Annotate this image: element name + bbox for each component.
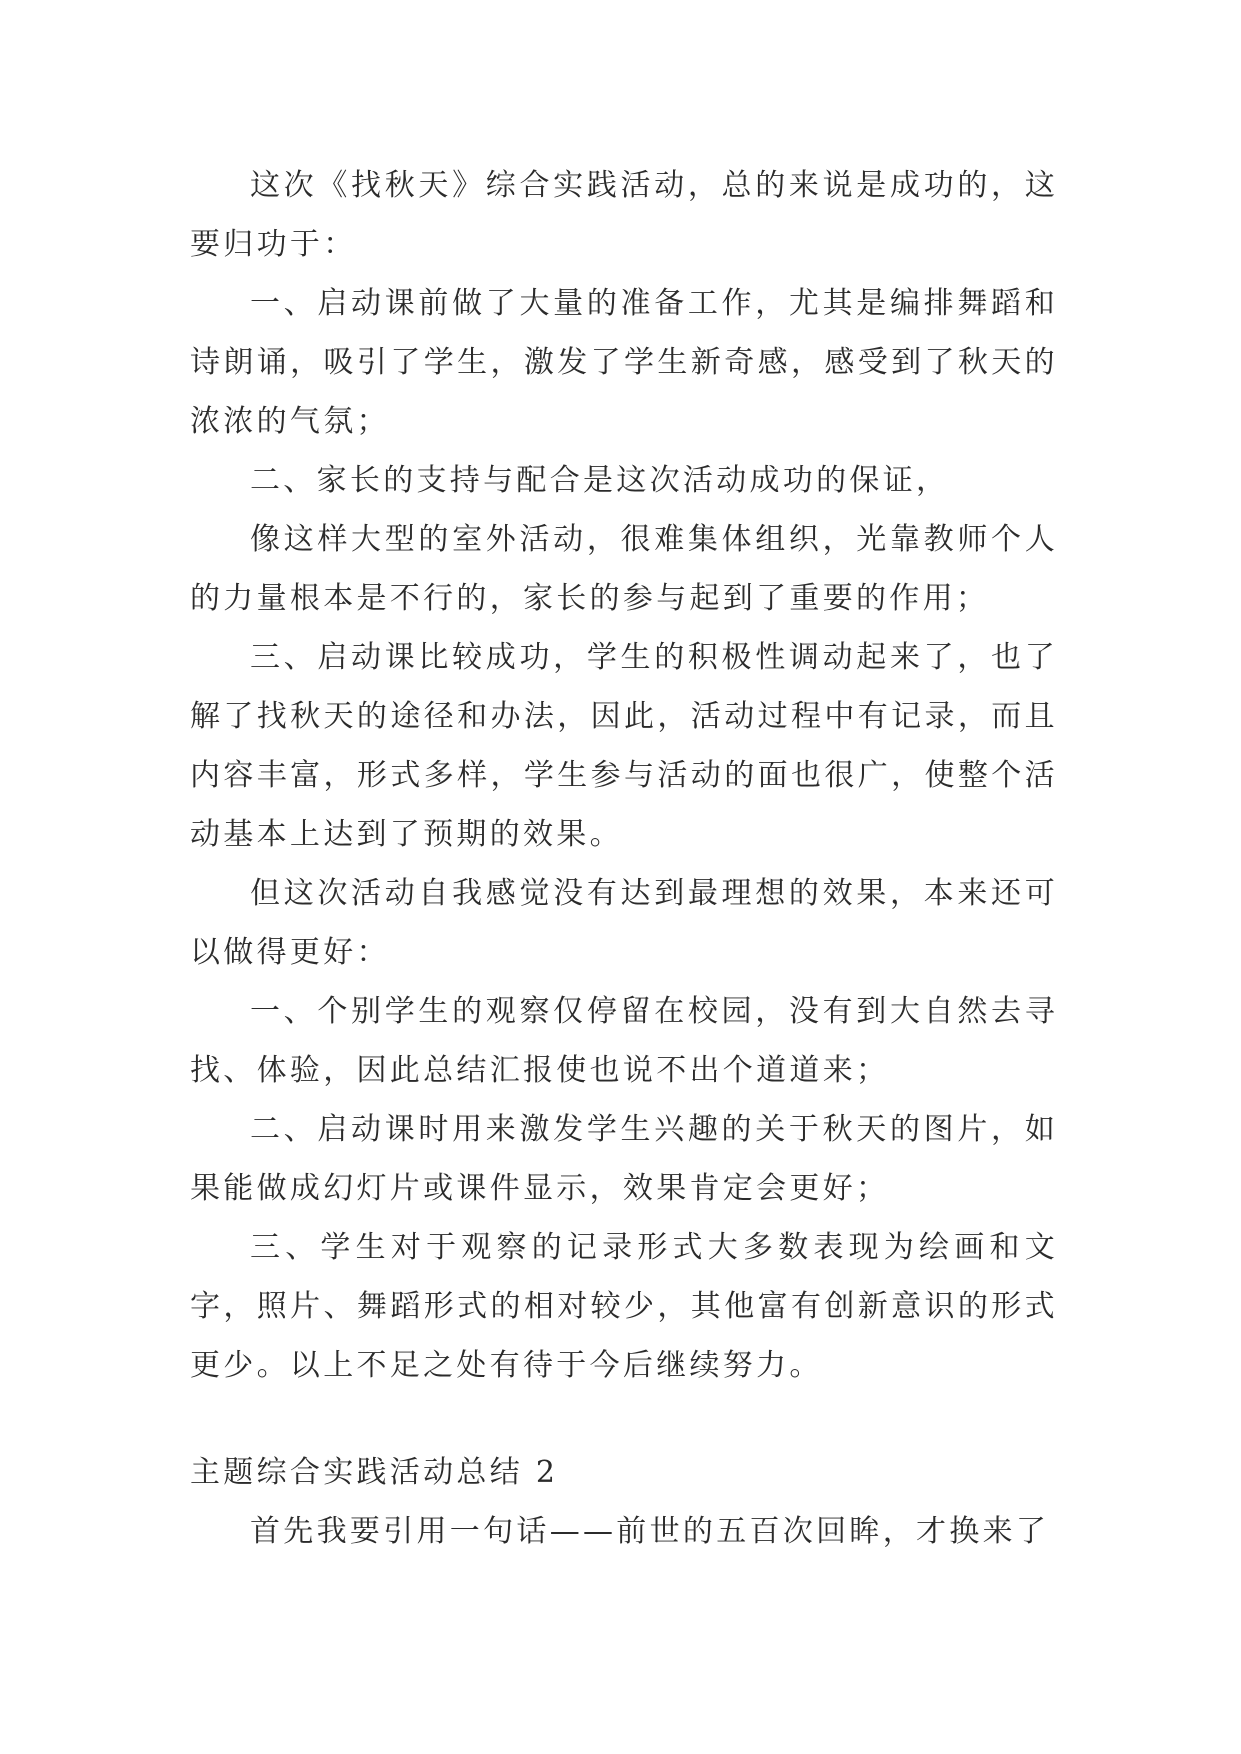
- paragraph: 三、启动课比较成功，学生的积极性调动起来了，也了解了找秋天的途径和办法，因此，活动过程中有记录，而且内容丰富，形式多样，学生参与活动的面也很广，使整个活动基本上达到了预期的效果。: [190, 640, 1058, 852]
- paragraph: 二、启动课时用来激发学生兴趣的关于秋天的图片，如果能做成幻灯片或课件显示，效果肯定会更好；: [190, 1112, 1058, 1206]
- paragraph: 一、启动课前做了大量的准备工作，尤其是编排舞蹈和诗朗诵，吸引了学生，激发了学生新奇感，感受到了秋天的浓浓的气氛；: [190, 286, 1058, 439]
- paragraph: 这次《找秋天》综合实践活动，总的来说是成功的，这要归功于：: [190, 168, 1058, 262]
- paragraph: 但这次活动自我感觉没有达到最理想的效果，本来还可以做得更好：: [190, 876, 1058, 970]
- paragraph: 二、家长的支持与配合是这次活动成功的保证，: [250, 463, 950, 498]
- paragraph: 首先我要引用一句话——前世的五百次回眸，才换来了: [250, 1514, 1050, 1549]
- document-body: [190, 156, 1058, 1561]
- paragraph: 一、个别学生的观察仅停留在校园，没有到大自然去寻找、体验，因此总结汇报使也说不出个道道来；: [190, 994, 1058, 1088]
- paragraph: 三、学生对于观察的记录形式大多数表现为绘画和文字，照片、舞蹈形式的相对较少，其他富有创新意识的形式更少。以上不足之处有待于今后继续努力。: [190, 1230, 1058, 1383]
- paragraph: 像这样大型的室外活动，很难集体组织，光靠教师个人的力量根本是不行的，家长的参与起到了重要的作用；: [190, 522, 1058, 616]
- section-heading: 主题综合实践活动总结 2: [190, 1455, 559, 1490]
